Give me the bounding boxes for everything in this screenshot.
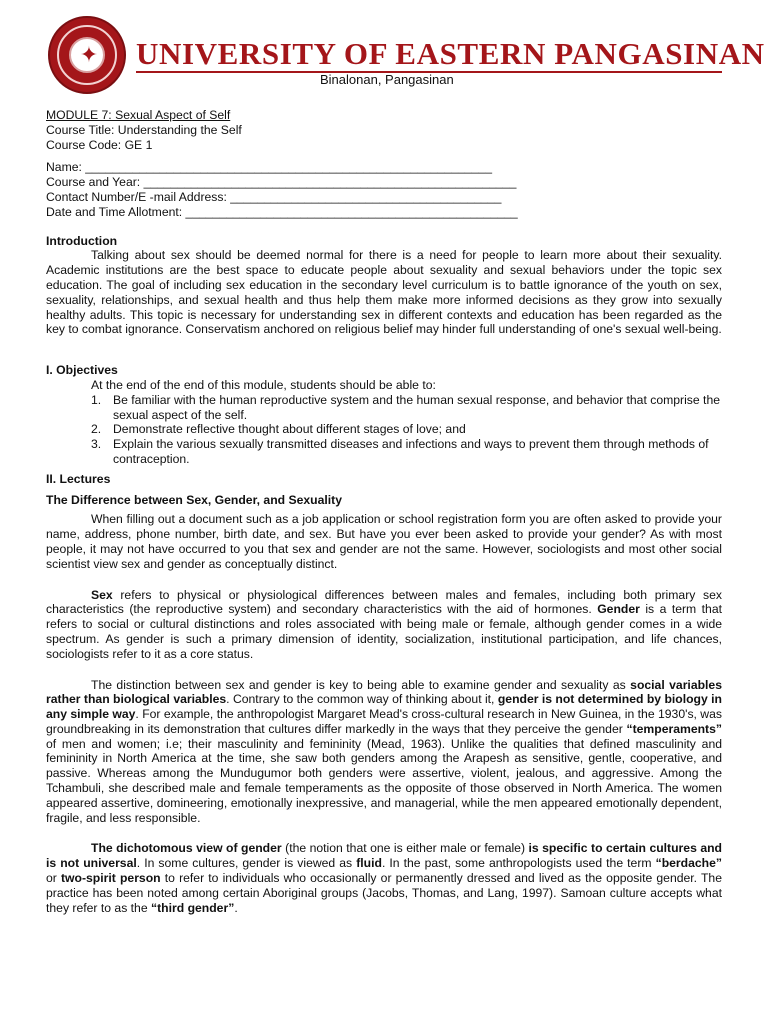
document-body xyxy=(46,108,722,915)
list-text: Be familiar with the human reproductive system and the human sexual response, and behavior that comprise the sexual aspect of the self. xyxy=(113,392,720,422)
contact-field: Contact Number/E -mail Address: ________________________________________ xyxy=(46,189,502,204)
term-sex: Sex xyxy=(91,587,113,602)
text-run: (the notion that one is either male or female) xyxy=(281,841,529,856)
bold-phrase: fluid xyxy=(356,856,382,871)
bold-phrase: social variables rather than biological variables xyxy=(46,677,722,707)
list-item xyxy=(46,422,722,437)
student-info-form xyxy=(46,160,722,219)
text-run: . For example, the anthropologist Margaret Mead's cross-cultural research in New Guinea, in the 1930's, was groundbreaking in its demonstration that cultures differ markedly in the ways that they perceive the gender xyxy=(46,707,722,736)
text-run: . In the past, some anthropologists used the term xyxy=(381,856,656,871)
lecture-paragraph-1: When filling out a document such as a job application or school registration form you are often asked to provide your name, address, phone number, birth date, and sex. But have you ever been asked to provide your gender? As with most people, it may not have occurred to you that sex and gender are not the same. However, sociologists and most other social scientist view sex and gender as conceptually distinct. xyxy=(46,512,722,571)
list-number: 1. xyxy=(91,392,102,407)
text-run: . In some cultures, gender is viewed as xyxy=(136,856,357,871)
bold-phrase: gender is not determined by biology in any simple way xyxy=(46,692,722,722)
bold-phrase: is specific to certain cultures and is not universal xyxy=(46,841,722,871)
text-run: The distinction between sex and gender is key to being able to examine gender and sexuality as xyxy=(91,677,631,692)
course-year-field: Course and Year: _______________________________________________________ xyxy=(46,175,517,190)
document-header xyxy=(0,0,768,100)
list-item xyxy=(46,393,722,423)
text-run: is a term that refers to social or cultural distinctions and roles associated with being male or female, although gender comes in a wide spectrum. As gender is such a primary dimension of identity, socialization, institutional participation, and life chances, sociologists refer to it as a core status. xyxy=(46,602,722,661)
text-run: to refer to individuals who occasionally or permanently dressed and lived as the opposite gender. The practice has been noted among certain Aboriginal groups (Jacobs, Thomas, and Lang, 1997). Samoan culture accepts what they refer to as the xyxy=(46,871,722,915)
university-seal-icon xyxy=(48,16,126,94)
bold-phrase: The dichotomous view of gender xyxy=(91,841,282,856)
text-run: of men and women; i.e; their masculinity and femininity (Mead, 1963). Unlike the qualities that defined masculinity and femininity in North America at the time, she saw both genders among the Arapesh as sensitive, gentle, cooperative, and passive. Whereas among the Mundugumor both genders were assertive, violent, jealous, and aggressive. Among the Tchambuli, she described male and female temperaments as the opposite of those observed in North America. The women appeared assertive, domineering, emotionally inexpressive, and managerial, while the men appeared emotionally dependent, fragile, and less responsible. xyxy=(46,736,722,825)
text-run: or xyxy=(46,871,61,886)
course-code: Course Code: GE 1 xyxy=(46,137,153,152)
bold-phrase: “berdache” xyxy=(655,856,722,871)
introduction-text: Talking about sex should be deemed normal for there is a need for people to learn more about their sexuality. Academic institutions are the best space to educate people about sexuality and sexual behaviors under the topic sex education. The goal of including sex education in the secondary level curriculum is to battle ignorance of the youth on sex, sexuality, relationships, and sexual health and thus help them make more informed decisions as they grow into sexually healthy adults. This topic is necessary for understanding sex in different contexts and education has been regarded as the key to combat ignorance. Conservatism anchored on religious belief may hinder full understanding of one's sexual well-being. xyxy=(46,248,722,337)
text-run: refers to physical or physiological differences between males and females, including both primary sex characteristics (the reproductive system) and secondary characteristics with the aid of hormones. xyxy=(46,587,722,617)
text-run: . xyxy=(234,900,238,915)
term-gender: Gender xyxy=(597,602,640,617)
lecture-paragraph-3 xyxy=(46,678,722,826)
objectives-list xyxy=(46,393,722,467)
lecture-paragraph-4 xyxy=(46,841,722,915)
bold-phrase: “temperaments” xyxy=(626,721,722,736)
list-number: 2. xyxy=(91,422,102,437)
lectures-subheading: The Difference between Sex, Gender, and Sexuality xyxy=(46,492,342,507)
university-location: Binalonan, Pangasinan xyxy=(320,72,454,87)
seal-star-icon: ✦ xyxy=(79,43,99,68)
date-time-field: Date and Time Allotment: _________________________________________________ xyxy=(46,204,518,219)
objectives-intro: At the end of the end of this module, students should be able to: xyxy=(91,377,436,392)
list-item xyxy=(46,437,722,467)
list-text: Demonstrate reflective thought about different stages of love; and xyxy=(113,422,466,437)
lecture-paragraph-2 xyxy=(46,588,722,662)
name-field: Name: ____________________________________________________________ xyxy=(46,160,492,175)
list-text: Explain the various sexually transmitted diseases and infections and ways to prevent them through methods of contraception. xyxy=(113,437,709,466)
course-title: Course Title: Understanding the Self xyxy=(46,122,242,137)
university-name: UNIVERSITY OF EASTERN PANGASINAN xyxy=(136,36,765,71)
seal-core xyxy=(69,37,105,73)
module-title: MODULE 7: Sexual Aspect of Self xyxy=(46,108,231,122)
bold-phrase: “third gender” xyxy=(151,900,235,915)
objectives-heading: I. Objectives xyxy=(46,363,118,378)
bold-phrase: two-spirit person xyxy=(60,871,161,886)
introduction-heading: Introduction xyxy=(46,233,118,248)
list-number: 3. xyxy=(91,437,102,452)
text-run: . Contrary to the common way of thinking about it, xyxy=(226,692,498,707)
lectures-heading: II. Lectures xyxy=(46,471,111,486)
